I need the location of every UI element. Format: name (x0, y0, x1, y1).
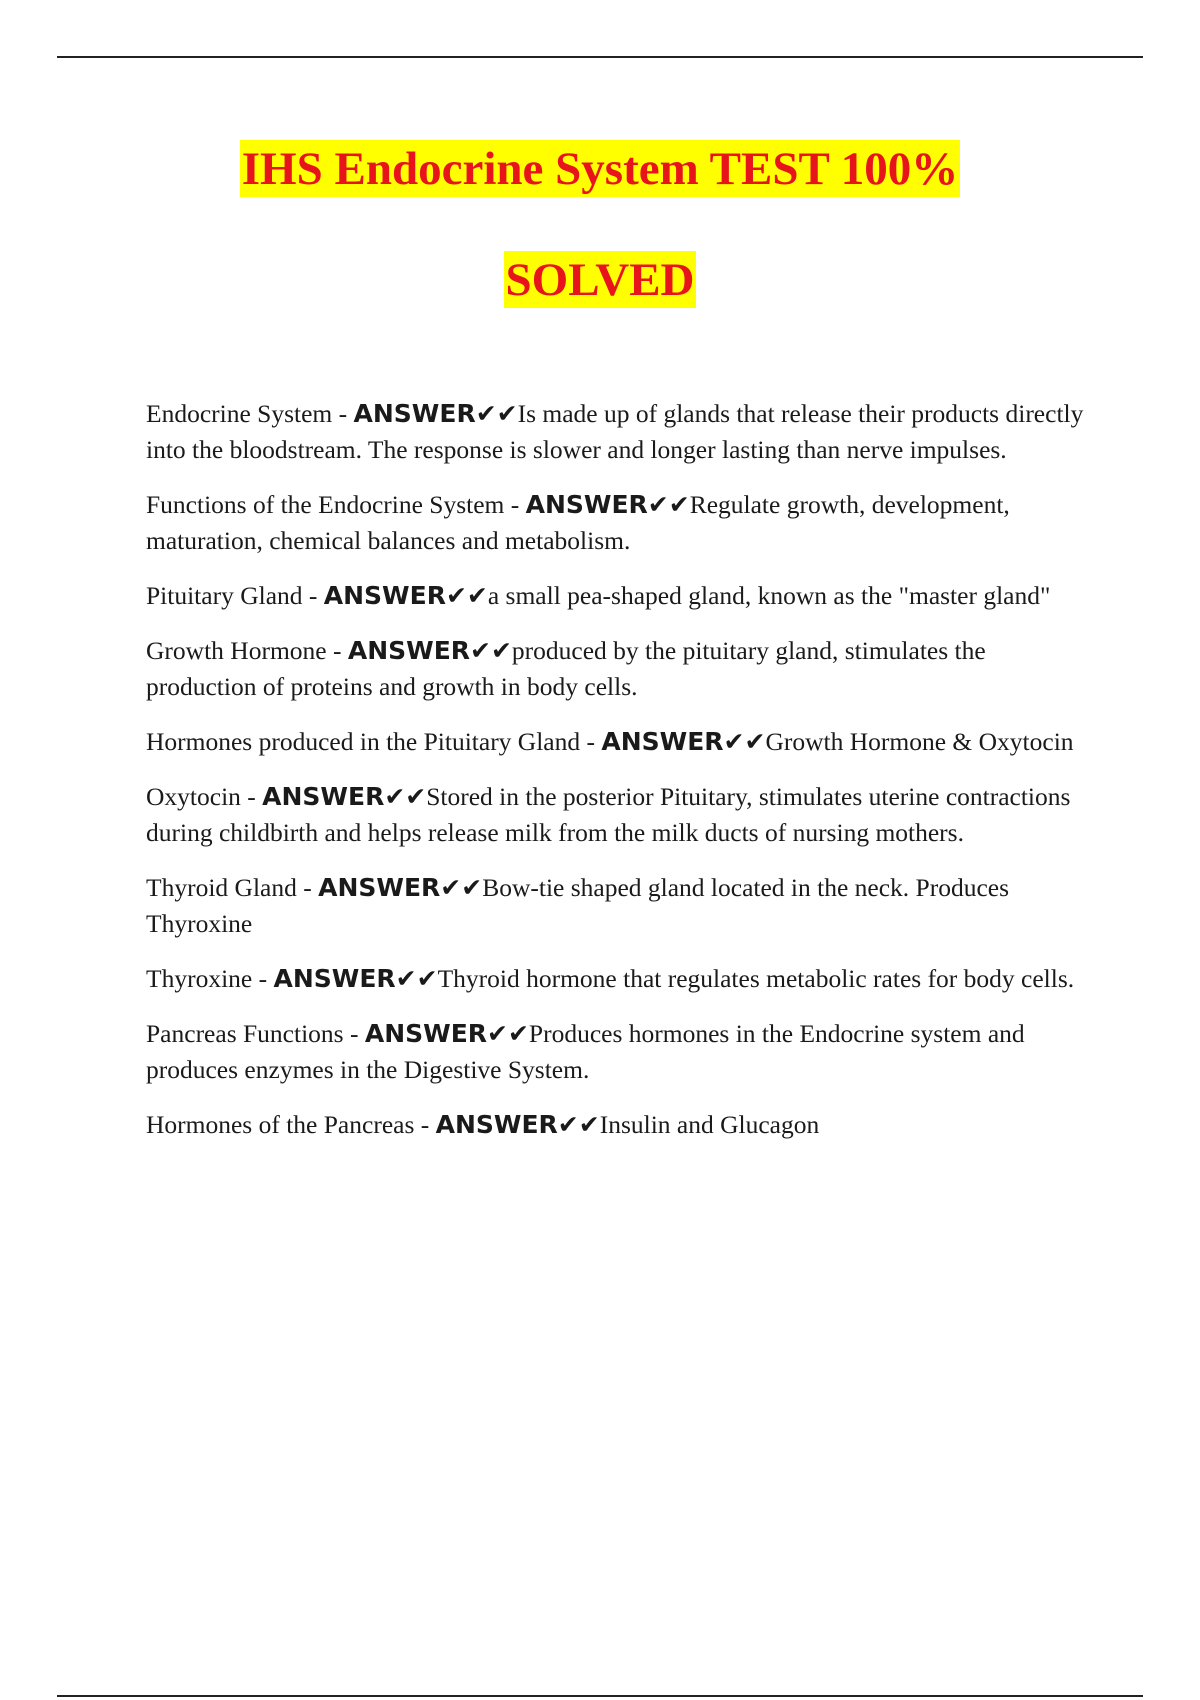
qa-separator: - (332, 399, 354, 428)
qa-item (146, 487, 1096, 559)
qa-definition: Insulin and Glucagon (599, 1110, 820, 1139)
qa-separator: - (240, 782, 263, 811)
footer-rule (57, 1695, 1143, 1697)
answer-marker: ANSWER✔✔ (364, 1019, 529, 1048)
qa-term: Hormones produced in the Pituitary Gland (146, 727, 581, 756)
qa-item (146, 779, 1096, 851)
qa-definition: Produces hormones in the Endocrine system and produces enzymes in the Digestive System. (146, 1019, 1025, 1084)
title-line-2: SOLVED (504, 251, 697, 308)
answer-marker: ANSWER✔✔ (353, 399, 518, 428)
answer-marker: ANSWER✔✔ (601, 727, 766, 756)
qa-item (146, 396, 1096, 468)
document-title (0, 140, 1200, 308)
answer-marker: ANSWER✔✔ (273, 964, 438, 993)
qa-separator: - (296, 873, 319, 902)
qa-item (146, 633, 1096, 705)
qa-separator: - (343, 1019, 365, 1048)
qa-definition: produced by the pituitary gland, stimulates the production of proteins and growth in body cells. (146, 636, 986, 701)
qa-term: Hormones of the Pancreas (146, 1110, 415, 1139)
answer-marker: ANSWER✔✔ (347, 636, 512, 665)
header-rule (57, 56, 1143, 58)
qa-separator: - (252, 964, 274, 993)
qa-definition: Bow-tie shaped gland located in the neck. Produces Thyroxine (146, 873, 1010, 938)
qa-term: Functions of the Endocrine System (146, 490, 505, 519)
qa-term: Thyroid Gland (146, 873, 297, 902)
qa-separator: - (504, 490, 526, 519)
answer-marker: ANSWER✔✔ (323, 581, 488, 610)
qa-separator: - (326, 636, 348, 665)
qa-item (146, 578, 1096, 614)
qa-definition: Regulate growth, development, maturation, chemical balances and metabolism. (146, 490, 1010, 555)
qa-term: Growth Hormone (146, 636, 327, 665)
qa-separator: - (580, 727, 602, 756)
qa-item (146, 961, 1096, 997)
answer-marker: ANSWER✔✔ (318, 873, 483, 902)
answer-marker: ANSWER✔✔ (262, 782, 427, 811)
qa-term: Endocrine System (146, 399, 333, 428)
qa-definition: Stored in the posterior Pituitary, stimulates uterine contractions during childbirth and helps release milk from the milk ducts of nursing mothers. (146, 782, 1071, 847)
qa-definition: a small pea-shaped gland, known as the "master gland" (487, 581, 1051, 610)
qa-item (146, 724, 1096, 760)
qa-term: Oxytocin (146, 782, 241, 811)
qa-item (146, 1107, 1096, 1143)
qa-term: Thyroxine (146, 964, 253, 993)
qa-list (146, 396, 1096, 1162)
qa-term: Pancreas Functions (146, 1019, 344, 1048)
answer-marker: ANSWER✔✔ (525, 490, 690, 519)
qa-separator: - (302, 581, 324, 610)
qa-item (146, 870, 1096, 942)
qa-separator: - (414, 1110, 436, 1139)
qa-term: Pituitary Gland (146, 581, 303, 610)
qa-definition: Growth Hormone & Oxytocin (765, 727, 1074, 756)
qa-definition: Is made up of glands that release their products directly into the bloodstream. The response is slower and longer lasting than nerve impulses. (146, 399, 1084, 464)
answer-marker: ANSWER✔✔ (435, 1110, 600, 1139)
qa-definition: Thyroid hormone that regulates metabolic rates for body cells. (437, 964, 1075, 993)
title-line-1: IHS Endocrine System TEST 100% (240, 140, 960, 197)
qa-item (146, 1016, 1096, 1088)
